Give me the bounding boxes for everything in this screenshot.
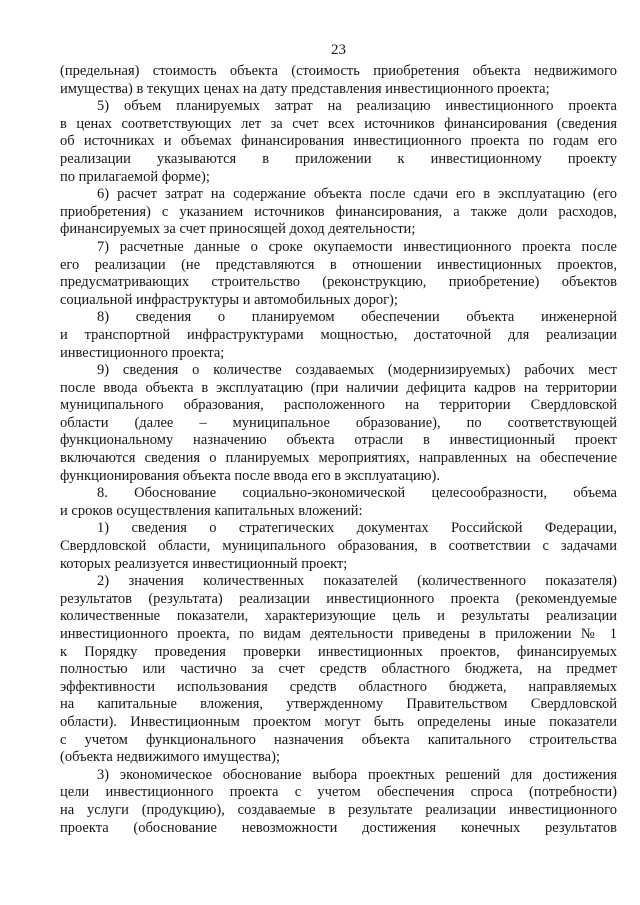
text-line: эффективности использования средств областного бюджета, направляемых (60, 678, 617, 695)
paragraph (60, 239, 617, 309)
text-line: 3) экономическое обоснование выбора проектных решений для достижения (97, 766, 617, 783)
text-line: функциональному назначению объекта отрасли в инвестиционный проект (60, 432, 617, 449)
text-line: после ввода объекта в эксплуатацию (при наличии дефицита кадров на территории (60, 379, 617, 396)
text-line: области). Инвестиционным проектом могут быть определены иные показатели (60, 713, 617, 730)
paragraph (60, 485, 617, 520)
text-line: об источниках и объемах финансирования инвестиционного проекта по годам его (60, 133, 617, 150)
text-line: которых реализуется инвестиционный проект; (60, 555, 348, 572)
text-line: приобретения) с указанием источников финансирования, а также доли расходов, (60, 203, 617, 220)
text-line: (объекта недвижимого имущества); (60, 749, 280, 766)
text-line: 9) сведения о количестве создаваемых (модернизируемых) рабочих мест (97, 362, 617, 379)
text-line: результатов (результата) реализации инвестиционного проекта (рекомендуемые (60, 590, 617, 607)
text-line: финансируемых за счет приносящей доход деятельности; (60, 221, 416, 238)
text-line: инвестиционного проекта; (60, 344, 225, 361)
text-line: включаются сведения о планируемых мероприятиях, направленных на обеспечение (60, 450, 617, 467)
text-line: имущества) в текущих ценах на дату представления инвестиционного проекта; (60, 80, 550, 97)
text-line: его реализации (не представляются в отношении инвестиционных проектов, (60, 256, 617, 273)
text-line: 8. Обоснование социально-экономической целесообразности, объема (97, 485, 617, 502)
paragraph (60, 63, 617, 98)
text-line: функционирования объекта после ввода его в эксплуатацию). (60, 467, 440, 484)
paragraph (60, 186, 617, 239)
text-line: 5) объем планируемых затрат на реализацию инвестиционного проекта (97, 98, 617, 115)
text-line: инвестиционного проекта, по видам деятельности приведены в приложении № 1 (60, 626, 617, 642)
text-line: предусматривающих строительство (реконструкцию, приобретение) объектов (60, 274, 617, 291)
text-line: на капитальные вложения, утвержденному Правительством Свердловской (60, 696, 617, 713)
text-line: количественные показатели, характеризующие цель и результаты реализации (60, 608, 617, 625)
text-line: по прилагаемой форме); (60, 168, 210, 185)
paragraph (60, 98, 617, 186)
text-line: и сроков осуществления капитальных вложений: (60, 502, 363, 519)
paragraph (60, 309, 617, 362)
text-line: муниципального образования, расположенного на территории Свердловской (60, 397, 617, 414)
text-line: 6) расчет затрат на содержание объекта после сдачи его в эксплуатацию (его (97, 186, 617, 203)
text-line: Свердловской области, муниципального образования, в соответствии с задачами (60, 538, 617, 555)
text-line: 7) расчетные данные о сроке окупаемости инвестиционного проекта после (97, 238, 617, 255)
text-line: с учетом функционального назначения объекта капитального строительства (60, 731, 617, 748)
text-line: в ценах соответствующих лет за счет всех источников финансирования (сведения (60, 115, 617, 132)
text-line: к Порядку проведения проверки инвестиционных проектов, финансируемых (60, 643, 617, 660)
document-text (60, 63, 617, 837)
text-line: 2) значения количественных показателей (количественного показателя) (97, 573, 617, 590)
text-line: цели инвестиционного проекта с учетом обеспечения спроса (потребности) (60, 784, 617, 801)
text-line: 8) сведения о планируемом обеспечении объекта инженерной (97, 309, 617, 326)
text-line: полностью или частично за счет средств областного бюджета, на предмет (60, 661, 617, 678)
text-line: (предельная) стоимость объекта (стоимость приобретения объекта недвижимого (60, 63, 617, 79)
text-line: и транспортной инфраструктурами мощностью, достаточной для реализации (60, 326, 617, 343)
page-number: 23 (331, 42, 346, 58)
page-content (60, 42, 617, 837)
paragraph (60, 573, 617, 767)
text-line: проекта (обоснование невозможности достижения конечных результатов (60, 819, 617, 836)
text-line: области (далее – муниципальное образование), по соответствующей (60, 414, 617, 431)
paragraph (60, 520, 617, 573)
text-line: на услуги (продукцию), создаваемые в результате реализации инвестиционного (60, 801, 617, 818)
text-line: 1) сведения о стратегических документах Российской Федерации, (97, 520, 617, 537)
paragraph (60, 362, 617, 485)
paragraph (60, 767, 617, 837)
text-line: социальной инфраструктуры и автомобильных дорог); (60, 291, 398, 308)
text-line: реализации указываются в приложении к инвестиционному проекту (60, 150, 617, 167)
